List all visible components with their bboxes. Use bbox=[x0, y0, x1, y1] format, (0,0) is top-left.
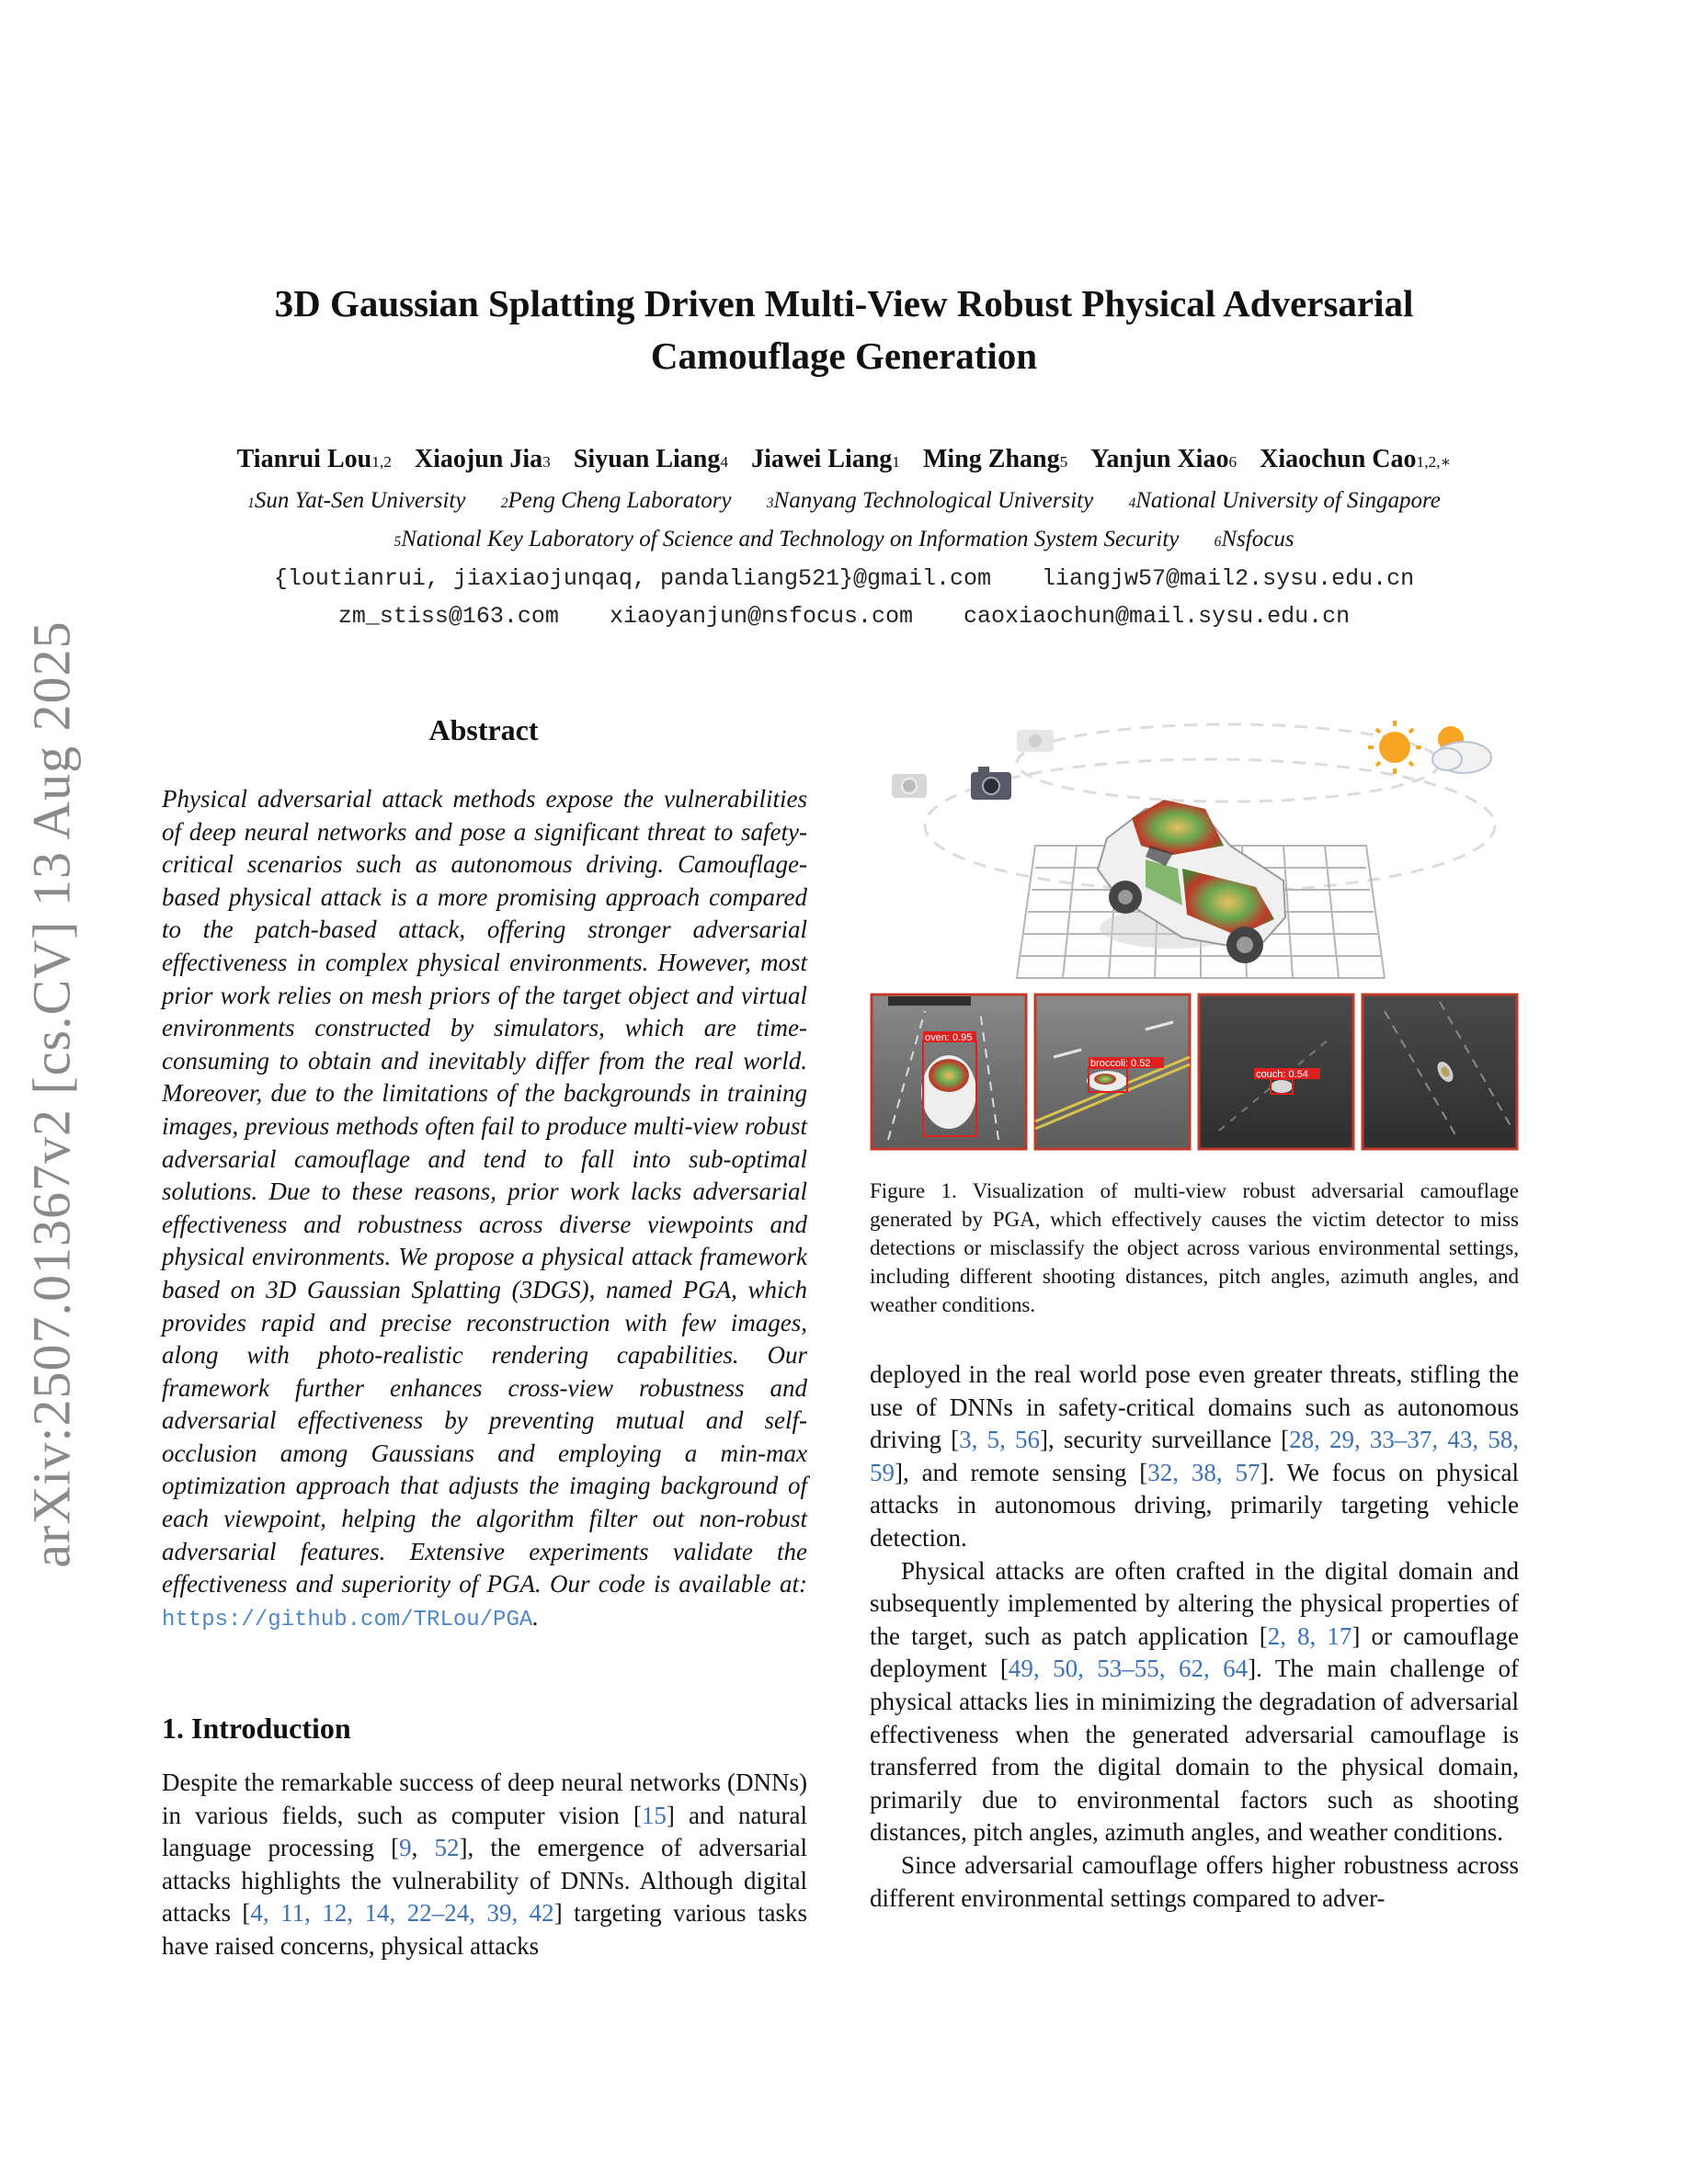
citation-link[interactable]: 2, 8, 17 bbox=[1267, 1621, 1352, 1650]
affiliation: $^5$National Key Laboratory of Science and Technology on Information System Security bbox=[393, 527, 1180, 552]
title-line-2: Camouflage Generation bbox=[650, 335, 1038, 377]
detection-photo-1 bbox=[872, 995, 1026, 1149]
partly-cloudy-icon bbox=[1432, 726, 1491, 773]
citation-link[interactable]: 49, 50, 53–55, 62, 64 bbox=[1008, 1655, 1249, 1683]
camera-icon bbox=[892, 774, 927, 798]
section-heading-introduction: 1. Introduction bbox=[162, 1712, 351, 1745]
affiliation: $^1$Sun Yat-Sen University bbox=[247, 488, 466, 513]
citation-link[interactable]: 52 bbox=[434, 1834, 460, 1862]
detection-photo-2 bbox=[1035, 995, 1190, 1149]
citation-link[interactable]: 9 bbox=[399, 1834, 412, 1862]
figure-1 bbox=[870, 708, 1519, 1158]
abstract-heading: Abstract bbox=[428, 713, 539, 746]
email: caoxiaochun@mail.sysu.edu.cn bbox=[964, 603, 1351, 630]
email: xiaoyanjun@nsfocus.com bbox=[609, 603, 914, 630]
camouflaged-car bbox=[1098, 800, 1285, 963]
figure-1-graphic bbox=[870, 708, 1519, 1158]
email: liangjw57@mail2.sysu.edu.cn bbox=[1042, 565, 1415, 592]
author: Xiaochun Cao$^{1,2,∗}$ bbox=[1260, 445, 1452, 473]
photo-4-no-detection bbox=[1363, 995, 1517, 1149]
right-column-body bbox=[870, 1359, 1519, 1915]
arxiv-side-label: arXiv:2507.01367v2 [cs.CV] 13 Aug 2025 bbox=[21, 620, 82, 1568]
sun-icon bbox=[1368, 721, 1421, 774]
author: Ming Zhang$^5$ bbox=[922, 445, 1068, 473]
citation-link[interactable]: 28, 29, 33–37, 43, 58, 59 bbox=[870, 1426, 1520, 1486]
author-list bbox=[138, 445, 1550, 474]
author: Xiaojun Jia$^3$ bbox=[414, 445, 551, 473]
camera-icon bbox=[1017, 730, 1054, 752]
affiliations-line-2 bbox=[138, 527, 1550, 552]
detection-label: couch: 0.54 bbox=[1256, 1069, 1308, 1080]
detection-label: broccoli: 0.52 bbox=[1090, 1058, 1151, 1069]
citation-link[interactable]: 3, 5, 56 bbox=[959, 1426, 1040, 1454]
author: Yanjun Xiao$^6$ bbox=[1090, 445, 1237, 473]
abstract-body: Physical adversarial attack methods expose the vulnerabilities of deep neural networks and pose a significant threat to safety-critical scenarios such as autonomous driving. Camouflage-based physical attack is a more promising approach compared to the patch-based attack, offering stronger adversarial effectiveness in complex physical environments. However, most prior work relies on mesh priors of the target object and virtual environments constructed by simulators, which are time-consuming to obtain and inevitably differ from the real world. Moreover, due to the limitations of the backgrounds in training images, previous methods often fail to produce multi-view robust adversarial camouflage and tend to fall into sub-optimal solutions. Due to these reasons, prior work lacks adversarial effectiveness and robustness across diverse viewpoints and physical environments. We propose a physical attack framework based on 3D Gaussian Splatting (3DGS), named PGA, which provides rapid and precise reconstruction with few images, along with photo-realistic rendering capabilities. Our framework further enhances cross-view robustness and adversarial effectiveness by preventing mutual and self-occlusion among Gaussians and employing a min-max optimization approach that adjusts the imaging background of each viewpoint, helping the algorithm filter out non-robust adversarial features. Extensive experiments validate the effectiveness and superiority of PGA. Our code is available at: https://github.com/TRLou/PGA. bbox=[162, 785, 807, 1632]
detection-photo-3 bbox=[1199, 995, 1353, 1149]
author: Jiawei Liang$^1$ bbox=[751, 445, 900, 473]
paragraph: deployed in the real world pose even greater threats, stifling the use of DNNs in safety-critical domains such as autonomous driving [3, 5, 56], security surveillance [28, 29, 33–37, 43, 58, 59], and remote sensing [32, 38, 57]. We focus on physical attacks in autonomous driving, primarily targeting vehicle detection. bbox=[870, 1360, 1520, 1552]
citation-link[interactable]: 15 bbox=[641, 1801, 667, 1829]
author: Siyuan Liang$^4$ bbox=[573, 445, 729, 473]
affiliation: $^3$Nanyang Technological University bbox=[766, 488, 1094, 513]
camera-icon bbox=[971, 767, 1011, 800]
author: Tianrui Lou$^{1,2}$ bbox=[236, 445, 392, 473]
paragraph: Physical attacks are often crafted in the digital domain and subsequently implemented by altering the physical properties of the target, such as patch application [2, 8, 17] or camouflage deployment [49, 50, 53–55, 62, 64]. The main challenge of physical attacks lies in minimizing the degradation of adversarial effectiveness when the generated adversarial camouflage is transferred from the digital domain to the physical domain, primarily due to environmental factors such as shooting distances, pitch angles, azimuth angles, and weather conditions. bbox=[870, 1556, 1520, 1847]
citation-link[interactable]: 32, 38, 57 bbox=[1147, 1458, 1260, 1486]
email: zm_stiss@163.com bbox=[337, 603, 559, 630]
paragraph: Since adversarial camouflage offers higher robustness across different environmental settings compared to adver- bbox=[870, 1850, 1519, 1912]
paper-title bbox=[165, 278, 1523, 382]
figure-1-caption: Figure 1. Visualization of multi-view robust adversarial camouflage generated by PGA, which effectively causes the victim detector to miss detections or misclassify the object across various environmental settings, including different shooting distances, pitch angles, azimuth angles, and weather conditions. bbox=[870, 1179, 1519, 1316]
title-line-1: 3D Gaussian Splatting Driven Multi-View Robust Physical Adversarial bbox=[274, 282, 1414, 324]
citation-link[interactable]: 4, 11, 12, 14, 22–24, 39, 42 bbox=[250, 1899, 554, 1928]
emails-line-1 bbox=[138, 565, 1550, 592]
affiliation: $^4$National University of Singapore bbox=[1128, 488, 1441, 513]
affiliation: $^2$Peng Cheng Laboratory bbox=[500, 488, 732, 513]
code-link[interactable]: https://github.com/TRLou/PGA bbox=[162, 1607, 533, 1632]
emails-line-2 bbox=[138, 603, 1550, 630]
introduction-body: Despite the remarkable success of deep neural networks (DNNs) in various fields, such as computer vision [15] and natural language processing [9, 52], the emergence of adversarial attacks highlights the vulnerability of DNNs. Although digital attacks [4, 11, 12, 14, 22–24, 39, 42] targeting various tasks have raised concerns, physical attacks bbox=[162, 1769, 808, 1960]
affiliations-line-1 bbox=[138, 488, 1550, 514]
affiliation: $^6$Nsfocus bbox=[1214, 527, 1295, 552]
detection-label: oven: 0.95 bbox=[925, 1032, 973, 1043]
email: {loutianrui, jiaxiaojunqaq, pandaliang521}@gmail.com bbox=[273, 565, 992, 592]
